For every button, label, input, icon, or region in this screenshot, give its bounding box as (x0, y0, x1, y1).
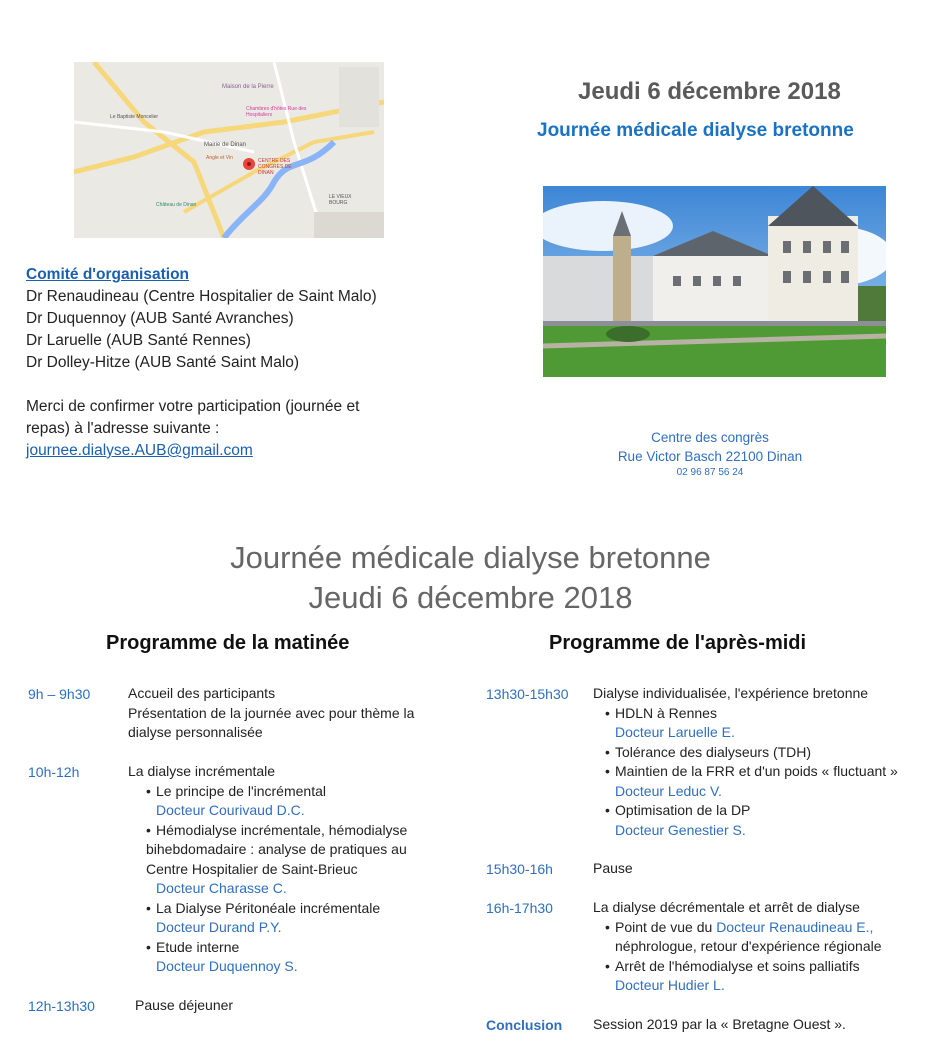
speaker: Docteur Durand P.Y. (156, 919, 282, 935)
session-time: 12h-13h30 (28, 998, 95, 1014)
talk-title: Point de vue du (615, 918, 717, 935)
bullet-icon: • (605, 918, 610, 935)
organisation-member: Dr Laruelle (AUB Santé Rennes) (26, 332, 251, 349)
venue-photo (543, 186, 886, 377)
organisation-member: Dr Dolley-Hitze (AUB Santé Saint Malo) (26, 354, 300, 371)
talk-title: Etude interne (156, 938, 240, 955)
session-title: La dialyse décrémentale et arrêt de dialyse (593, 899, 860, 915)
map-label: Angle et Vin (206, 155, 233, 161)
bullet-icon: • (605, 763, 610, 779)
venue-address: Rue Victor Basch 22100 Dinan (617, 449, 803, 464)
session-content (593, 684, 898, 840)
speaker: Docteur Hudier L. (615, 977, 725, 993)
location-map[interactable] (74, 62, 384, 238)
venue-info (580, 428, 840, 480)
speaker: Docteur Genestier S. (615, 821, 746, 838)
venue-name: Centre des congrès (651, 430, 769, 445)
talk-title: La Dialyse Péritonéale incrémentale (156, 899, 381, 916)
session-title: La dialyse incrémentale (128, 763, 276, 779)
main-title-date: Jeudi 6 décembre 2018 (308, 580, 633, 615)
speaker: Docteur Renaudineau E., (716, 918, 874, 935)
session-title: Dialyse individualisée, l'expérience bretonne (593, 685, 869, 701)
bullet-icon: • (146, 782, 151, 799)
venue-photo-drawing (543, 186, 886, 377)
talk-title: néphrologue, retour d'expérience régionale (615, 938, 882, 954)
session-title: Session 2019 par la « Bretagne Ouest ». (593, 1016, 846, 1032)
map-label: Chambres d'hôtes Rue des Hospitaliers (246, 106, 307, 118)
session-time: 9h – 9h30 (28, 686, 91, 702)
organisation-block (26, 264, 377, 462)
venue-phone: 02 96 87 56 24 (676, 467, 744, 478)
bullet-icon: • (146, 899, 151, 916)
bullet-icon: • (605, 743, 610, 760)
session-time: Conclusion (486, 1017, 563, 1033)
bullet-icon: • (146, 821, 151, 838)
session-title: Pause (593, 860, 633, 876)
map-label: LE VIEUX BOURG (329, 194, 352, 206)
session-content (593, 898, 882, 996)
talk-title: bihebdomadaire : analyse de pratiques au (146, 841, 407, 857)
bullet-icon: • (605, 957, 610, 974)
session-content (128, 684, 414, 743)
organisation-heading: Comité d'organisation (26, 266, 189, 283)
speaker: Docteur Courivaud D.C. (156, 802, 305, 818)
header-event: Journée médicale dialyse bretonne (537, 120, 854, 141)
talk-title: Arrêt de l'hémodialyse et soins palliatifs (615, 957, 860, 974)
speaker: Docteur Duquennoy S. (156, 958, 298, 974)
session-content (128, 762, 407, 977)
speaker: Docteur Leduc V. (615, 782, 722, 799)
session-title: Accueil des participants (128, 685, 276, 701)
session-title: Pause déjeuner (135, 997, 234, 1013)
talk-title: Centre Hospitalier de Saint-Brieuc (146, 860, 358, 877)
talk-title: Optimisation de la DP (615, 802, 751, 818)
morning-heading: Programme de la matinée (106, 632, 350, 654)
bullet-icon: • (146, 938, 151, 955)
organisation-member: Dr Renaudineau (Centre Hospitalier de Saint Malo) (26, 288, 377, 305)
afternoon-heading: Programme de l'après-midi (549, 632, 807, 654)
talk-title: Hémodialyse incrémentale, hémodialyse (156, 821, 408, 838)
map-label: Maison de la Pierre (222, 84, 274, 90)
session-time: 16h-17h30 (486, 900, 553, 916)
organisation-member: Dr Duquennoy (AUB Santé Avranches) (26, 310, 294, 327)
session-text: Présentation de la journée avec pour thème la (128, 704, 415, 721)
talk-title: Le principe de l'incrémental (156, 782, 326, 799)
map-label: Mairie de Dinan (204, 142, 247, 148)
confirm-text: Merci de confirmer votre participation (journée et (26, 398, 360, 415)
map-label: Château de Dinan (156, 202, 197, 208)
talk-title: HDLN à Rennes (615, 704, 717, 721)
bullet-icon: • (605, 802, 610, 818)
session-text: dialyse personnalisée (128, 724, 263, 740)
header-date: Jeudi 6 décembre 2018 (578, 78, 841, 105)
map-label: CENTRE DES CONGRÈS DE DINAN (258, 158, 292, 176)
session-time: 10h-12h (28, 764, 80, 780)
main-title-event: Journée médicale dialyse bretonne (230, 540, 711, 575)
session-time: 15h30-16h (486, 861, 553, 877)
talk-title: Maintien de la FRR et d'un poids « fluctuant » (615, 763, 898, 779)
confirm-text: repas) à l'adresse suivante : (26, 420, 220, 437)
speaker: Docteur Laruelle E. (615, 724, 735, 740)
map-label: Le Baptiste Moncelier (110, 114, 159, 120)
contact-email-link[interactable]: journee.dialyse.AUB@gmail.com (26, 442, 253, 459)
bullet-icon: • (605, 704, 610, 721)
speaker: Docteur Charasse C. (156, 880, 287, 896)
talk-title: Tolérance des dialyseurs (TDH) (615, 743, 812, 760)
session-time: 13h30-15h30 (486, 686, 569, 702)
